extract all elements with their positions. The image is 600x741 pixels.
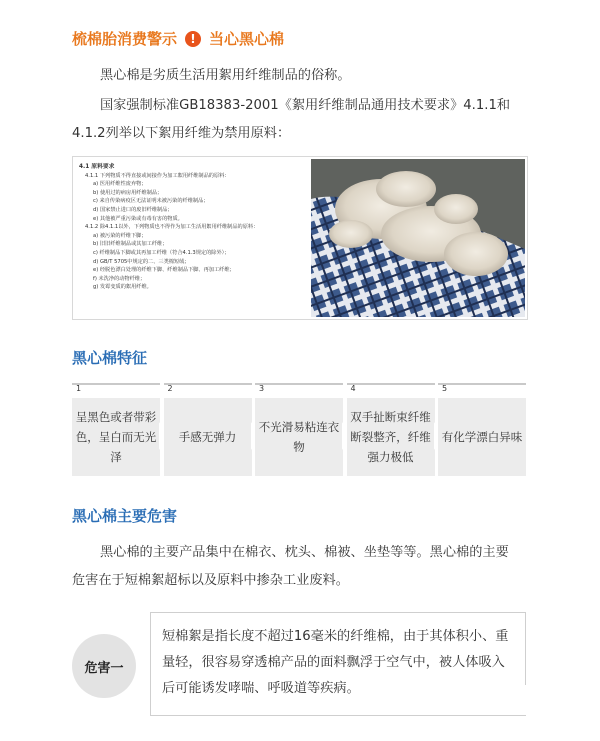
standard-excerpt-text [79,163,311,292]
excerpt-line: 4.1.2 除4.1.1以外，下列物质也不得作为加工生活用絮用纤维制品的原料： [85,224,259,231]
feature-number: 5 [442,384,448,393]
features-section-title: 黑心棉特征 [72,349,148,367]
excerpt-line: d) 国家禁止进口的废旧纤维制品； [93,206,173,213]
excerpt-line: e) 其他被严重污染或有毒有害的物质。 [93,215,183,222]
feature-divider [347,383,435,397]
feature-description: 双手扯断束纤维断裂整齐，纤维强力极低 [347,398,435,476]
excerpt-line: g) 发霉变质的絮用纤维。 [93,284,152,291]
standard-excerpt-figure [72,156,528,320]
feature-card [438,382,526,476]
hazards-section-title: 黑心棉主要危害 [72,507,178,525]
excerpt-line: a) 医用纤维性废弃物； [93,181,147,188]
feature-card [72,382,160,476]
excerpt-line: f) 未洗净的动物纤维； [93,275,146,282]
hazards-paragraph-line1: 黑心棉的主要产品集中在棉衣、枕头、棉被、坐垫等等。黑心棉的主要 [100,545,509,560]
excerpt-line: c) 纤维制品下脚或其再加工纤维（符合4.1.3规定的除外）； [93,249,230,256]
excerpt-line: b) 旧旧纤维制品或其加工纤维； [93,241,168,248]
black-cotton-photo [311,159,525,317]
feature-description: 不光滑易粘连衣物 [255,398,343,476]
quilt-and-cotton-illustration [311,159,525,317]
feature-card [255,382,343,476]
excerpt-line: d) GB/T 5705中规定的二、三类棉短绒； [93,258,190,265]
feature-card [164,382,252,476]
feature-divider [164,383,252,397]
intro-paragraph-2-line1: 国家强制标准GB18383-2001《絮用纤维制品通用技术要求》4.1.1和 [100,98,511,113]
feature-description: 有化学漂白异味 [438,398,526,476]
excerpt-line: b) 使用过的病房用纤维制品； [93,189,163,196]
feature-description: 手感无弹力 [164,398,252,476]
hazards-paragraph-line2: 危害在于短棉絮超标以及原料中掺杂工业废料。 [72,573,349,588]
warning-header [72,28,284,49]
feature-card [347,382,435,476]
exclamation-icon: ! [185,31,201,47]
intro-paragraph-2-line2: 4.1.2列举以下絮用纤维为禁用原料： [72,126,291,141]
feature-divider [72,383,160,397]
excerpt-line: 4.1.1 下列物质不得直接或间接作为加工絮用纤维制品的原料： [85,172,230,179]
hazard-one-label: 危害一 [72,634,136,698]
header-title-right: 当心黑心棉 [209,30,285,48]
excerpt-line: a) 被污染的纤维下脚； [93,232,147,239]
feature-number: 3 [259,384,265,393]
excerpt-line: c) 来自传染病疫区无法证明未被污染的纤维制品； [93,198,209,205]
excerpt-title: 4.1 原料要求 [79,164,115,170]
feature-number: 2 [167,384,173,393]
excerpt-line: e) 经脱色漂白处理的纤维下脚、纤维制品下脚、再加工纤维； [93,267,235,274]
feature-number: 1 [76,384,82,393]
feature-number: 4 [350,384,356,393]
features-row [72,382,526,476]
feature-divider [438,383,526,397]
header-title-left: 梳棉胎消费警示 [72,30,178,48]
feature-description: 呈黑色或者带彩色，呈白而无光泽 [72,398,160,476]
hazard-one-text: 短棉絮是指长度不超过16毫米的纤维棉，由于其体积小、重量轻，很容易穿透棉产品的面料飘浮于空气中，被人体吸入后可能诱发哮喘、呼吸道等疾病。 [162,629,509,696]
hazard-one-box [72,612,527,716]
intro-paragraph-1: 黑心棉是劣质生活用絮用纤维制品的俗称。 [100,68,351,83]
feature-divider [255,383,343,397]
